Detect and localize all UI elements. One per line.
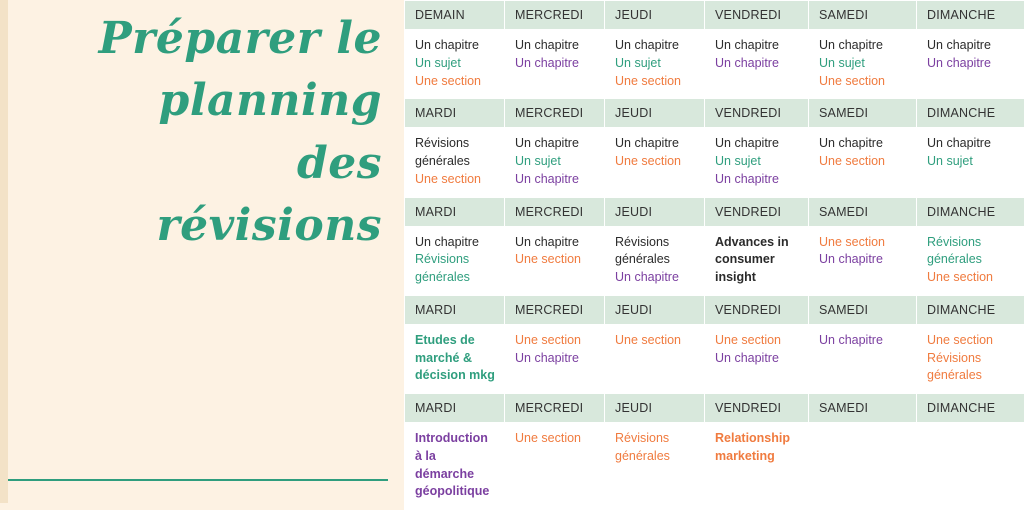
task-line: Un chapitre (715, 350, 800, 368)
task-list (927, 37, 1016, 73)
task-list (927, 135, 1016, 171)
day-header-cell: SAMEDI (809, 1, 917, 30)
task-line: Une section (819, 73, 908, 91)
task-line: Un chapitre (819, 135, 908, 153)
day-header-cell: SAMEDI (809, 99, 917, 128)
task-line: Un chapitre (715, 135, 800, 153)
task-cell (605, 30, 705, 99)
task-cell (917, 128, 1024, 197)
day-header-cell: MARDI (405, 99, 505, 128)
task-line: Une section (927, 269, 1016, 287)
day-header-cell: MARDI (405, 394, 505, 423)
task-cell (705, 226, 809, 295)
task-list (415, 430, 496, 501)
task-line: générales (927, 367, 1016, 385)
task-line: Un sujet (515, 153, 596, 171)
task-list (615, 135, 696, 171)
page-title-line: Préparer le (99, 8, 382, 70)
day-header-cell: VENDREDI (705, 295, 809, 324)
task-line: Un chapitre (515, 37, 596, 55)
day-header-cell: VENDREDI (705, 99, 809, 128)
task-line: Une section (615, 332, 696, 350)
task-list (415, 135, 496, 188)
day-header-cell: SAMEDI (809, 197, 917, 226)
task-line: marketing (715, 448, 800, 466)
task-line: Un chapitre (415, 37, 496, 55)
table-row (405, 30, 1024, 99)
task-list (615, 234, 696, 287)
task-line: Advances in (715, 234, 800, 252)
task-line: Etudes de (415, 332, 496, 350)
task-cell (405, 226, 505, 295)
day-header-cell: MARDI (405, 295, 505, 324)
task-line: générales (927, 251, 1016, 269)
task-list (415, 332, 496, 385)
task-line: Un chapitre (819, 332, 908, 350)
task-cell (705, 324, 809, 393)
page-title-line: des (99, 133, 382, 195)
task-line: Un chapitre (819, 251, 908, 269)
task-line: insight (715, 269, 800, 287)
task-line: Un chapitre (927, 135, 1016, 153)
table-header-row (405, 1, 1024, 30)
task-line: Un sujet (415, 55, 496, 73)
task-line: Un chapitre (415, 234, 496, 252)
day-header-cell: DIMANCHE (917, 295, 1024, 324)
empty-task-cell (809, 423, 917, 510)
task-line: Un chapitre (715, 171, 800, 189)
task-line: générales (615, 448, 696, 466)
planning-table-area (404, 0, 1024, 503)
task-cell (705, 128, 809, 197)
task-cell (405, 128, 505, 197)
day-header-cell: DEMAIN (405, 1, 505, 30)
task-line: Un chapitre (819, 37, 908, 55)
day-header-cell: JEUDI (605, 197, 705, 226)
task-line: Une section (515, 430, 596, 448)
task-list (515, 37, 596, 73)
day-header-cell: MERCREDI (505, 99, 605, 128)
day-header-cell: JEUDI (605, 99, 705, 128)
task-cell (405, 324, 505, 393)
task-line: Une section (819, 153, 908, 171)
task-line: Révisions (927, 234, 1016, 252)
empty-task-cell (917, 423, 1024, 510)
title-underline-rule (8, 479, 388, 481)
task-line: générales (415, 269, 496, 287)
task-line: Introduction (415, 430, 496, 448)
task-cell (809, 226, 917, 295)
task-cell (605, 324, 705, 393)
revision-planning-table (404, 0, 1024, 510)
task-list (615, 430, 696, 466)
task-line: consumer (715, 251, 800, 269)
task-line: Un sujet (615, 55, 696, 73)
task-list (515, 234, 596, 270)
left-decorative-panel (0, 0, 98, 503)
day-header-cell: DIMANCHE (917, 197, 1024, 226)
slide-title-block (98, 8, 388, 478)
task-list (515, 430, 596, 448)
task-list (415, 37, 496, 90)
table-row (405, 423, 1024, 510)
task-cell (505, 423, 605, 510)
day-header-cell: DIMANCHE (917, 394, 1024, 423)
day-header-cell: SAMEDI (809, 295, 917, 324)
task-line: Un chapitre (927, 37, 1016, 55)
day-header-cell: MERCREDI (505, 197, 605, 226)
task-line: à la (415, 448, 496, 466)
task-list (615, 332, 696, 350)
task-cell (505, 324, 605, 393)
task-line: Un chapitre (615, 269, 696, 287)
task-line: Une section (415, 73, 496, 91)
task-cell (505, 128, 605, 197)
task-cell (917, 324, 1024, 393)
table-header-row (405, 99, 1024, 128)
task-list (715, 234, 800, 287)
task-line: Révisions (415, 135, 496, 153)
task-list (515, 332, 596, 368)
task-line: décision mkg (415, 367, 496, 385)
task-line: Un sujet (819, 55, 908, 73)
task-cell (917, 226, 1024, 295)
task-cell (505, 30, 605, 99)
task-list (819, 332, 908, 350)
task-line: générales (415, 153, 496, 171)
task-line: Une section (615, 73, 696, 91)
task-line: Un chapitre (515, 234, 596, 252)
task-line: Un sujet (715, 153, 800, 171)
task-list (927, 234, 1016, 287)
task-cell (809, 128, 917, 197)
task-cell (705, 30, 809, 99)
task-line: Révisions (927, 350, 1016, 368)
task-list (927, 332, 1016, 385)
task-list (819, 37, 908, 90)
task-cell (809, 324, 917, 393)
task-cell (705, 423, 809, 510)
task-line: Une section (515, 332, 596, 350)
task-line: Un chapitre (515, 171, 596, 189)
day-header-cell: DIMANCHE (917, 1, 1024, 30)
left-accent-stripe (0, 0, 8, 503)
day-header-cell: JEUDI (605, 295, 705, 324)
table-header-row (405, 295, 1024, 324)
day-header-cell: JEUDI (605, 1, 705, 30)
task-cell (505, 226, 605, 295)
task-list (715, 332, 800, 368)
task-cell (405, 30, 505, 99)
task-list (819, 234, 908, 270)
day-header-cell: VENDREDI (705, 197, 809, 226)
task-list (615, 37, 696, 90)
task-line: Une section (615, 153, 696, 171)
task-line: Un chapitre (515, 135, 596, 153)
day-header-cell: JEUDI (605, 394, 705, 423)
task-line: Un sujet (927, 153, 1016, 171)
task-line: Une section (927, 332, 1016, 350)
task-line: Relationship (715, 430, 800, 448)
table-row (405, 226, 1024, 295)
task-cell (917, 30, 1024, 99)
day-header-cell: VENDREDI (705, 394, 809, 423)
task-line: Un chapitre (927, 55, 1016, 73)
task-line: Révisions (615, 430, 696, 448)
task-cell (605, 423, 705, 510)
table-row (405, 128, 1024, 197)
task-list (415, 234, 496, 287)
task-list (715, 37, 800, 73)
task-list (819, 135, 908, 171)
task-line: Une section (715, 332, 800, 350)
table-row (405, 324, 1024, 393)
task-line: marché & (415, 350, 496, 368)
task-line: Un chapitre (515, 55, 596, 73)
task-list (715, 430, 800, 466)
day-header-cell: MERCREDI (505, 1, 605, 30)
task-line: Une section (415, 171, 496, 189)
task-line: Un chapitre (715, 55, 800, 73)
task-list (715, 135, 800, 188)
day-header-cell: MERCREDI (505, 295, 605, 324)
task-list (515, 135, 596, 188)
day-header-cell: MERCREDI (505, 394, 605, 423)
task-line: Un chapitre (615, 37, 696, 55)
task-line: géopolitique (415, 483, 496, 501)
table-header-row (405, 197, 1024, 226)
task-cell (605, 226, 705, 295)
task-line: Un chapitre (715, 37, 800, 55)
page-title-line: révisions (99, 195, 382, 257)
task-cell (605, 128, 705, 197)
day-header-cell: VENDREDI (705, 1, 809, 30)
task-line: Révisions (415, 251, 496, 269)
task-line: Une section (515, 251, 596, 269)
task-cell (405, 423, 505, 510)
task-line: démarche (415, 466, 496, 484)
page-title (99, 8, 388, 258)
task-line: Un chapitre (515, 350, 596, 368)
task-line: Un chapitre (615, 135, 696, 153)
task-line: Une section (819, 234, 908, 252)
day-header-cell: SAMEDI (809, 394, 917, 423)
table-header-row (405, 394, 1024, 423)
page-title-line: planning (99, 70, 382, 132)
day-header-cell: DIMANCHE (917, 99, 1024, 128)
task-line: Révisions (615, 234, 696, 252)
task-line: générales (615, 251, 696, 269)
day-header-cell: MARDI (405, 197, 505, 226)
task-cell (809, 30, 917, 99)
